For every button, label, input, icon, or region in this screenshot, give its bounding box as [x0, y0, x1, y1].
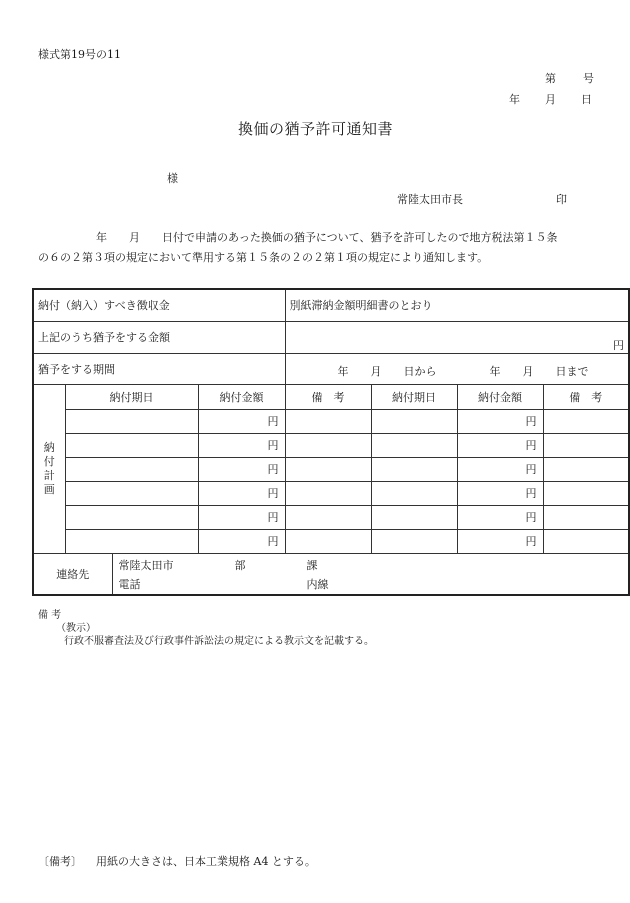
contact-label: 連絡先 [33, 553, 112, 595]
body-line-1: 年 月 日付で申請のあった換価の猶予について、猶予を許可したので地方税法第１５条 [96, 231, 558, 244]
footer-text: 用紙の大きさは、日本工業規格 A4 とする。 [96, 855, 316, 868]
contact-dept: 部 [234, 558, 246, 572]
contact-section: 課 [306, 558, 318, 572]
header-due-date-2: 納付期日 [371, 384, 457, 409]
plan-row: 円 円 [33, 457, 629, 481]
period-from: 年 月 日から [337, 364, 437, 378]
period-to: 年 月 日まで [489, 364, 589, 378]
issuer-seal: 印 [556, 193, 567, 206]
plan-row: 円 円 [33, 481, 629, 505]
header-remarks-1: 備 考 [285, 384, 371, 409]
deferral-table [32, 288, 630, 596]
remarks-heading: 備 考 [38, 610, 62, 621]
header-remarks-2: 備 考 [543, 384, 629, 409]
contact-phone: 電話 [118, 577, 141, 591]
footer-label: 〔備考〕 [38, 855, 82, 868]
deferral-amount-unit: 円 [285, 321, 629, 353]
doc-number-prefix: 第 [545, 72, 556, 85]
contact-info [112, 553, 629, 595]
contact-extension: 内線 [306, 577, 329, 591]
header-due-date-1: 納付期日 [65, 384, 198, 409]
body-line-2: の６の２第３項の規定において準用する第１５条の２の２第１項の規定により通知します。 [38, 251, 489, 264]
form-number: 様式第19号の11 [38, 48, 121, 61]
header-amount-2: 納付金額 [457, 384, 543, 409]
remarks-text: 行政不服審査法及び行政事件訴訟法の規定による教示文を記載する。 [64, 636, 374, 647]
collection-amount-label: 納付（納入）すべき徴収金 [33, 289, 285, 321]
deferral-period-label: 猶予をする期間 [33, 353, 285, 384]
plan-row: 円 円 [33, 433, 629, 457]
date-day: 日 [581, 93, 592, 106]
addressee-suffix: 様 [167, 172, 178, 185]
header-amount-1: 納付金額 [198, 384, 285, 409]
date-month: 月 [545, 93, 556, 106]
date-year: 年 [509, 93, 520, 106]
remarks-sub: （教示） [56, 623, 96, 634]
payment-plan-label: 納 付 計 画 [33, 384, 65, 553]
deferral-period-value [285, 353, 629, 384]
plan-row: 円 円 [33, 409, 629, 433]
contact-org: 常陸太田市 [118, 558, 174, 572]
issuer-name: 常陸太田市長 [397, 193, 463, 206]
doc-number-suffix: 号 [583, 72, 594, 85]
page-title: 換価の猶予許可通知書 [238, 120, 394, 138]
plan-row: 円 円 [33, 529, 629, 553]
deferral-amount-label: 上記のうち猶予をする金額 [33, 321, 285, 353]
collection-amount-value: 別紙滞納金額明細書のとおり [285, 289, 629, 321]
plan-row: 円 円 [33, 505, 629, 529]
